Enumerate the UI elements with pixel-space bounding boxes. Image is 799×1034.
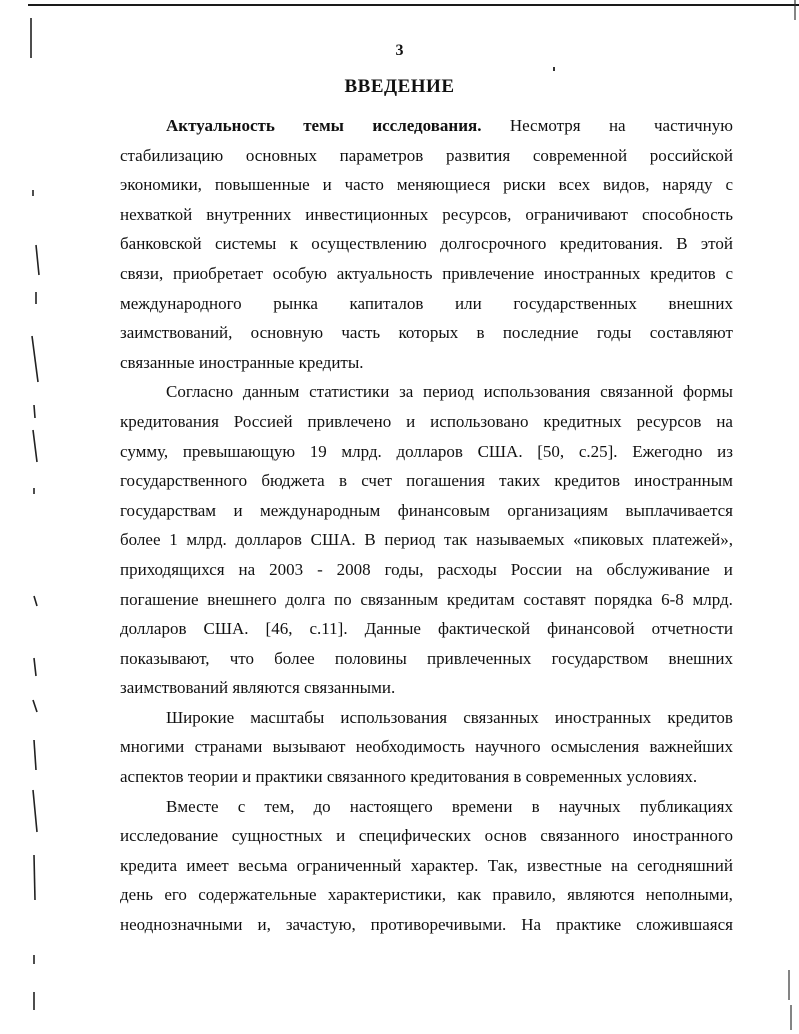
word: использования — [340, 707, 448, 727]
word: с.11]. — [309, 619, 348, 639]
word: - — [317, 559, 323, 579]
text-line — [120, 377, 733, 407]
word: внешних — [668, 648, 733, 668]
word: до — [313, 796, 331, 816]
word: вызывают — [272, 737, 346, 757]
word: с.25]. — [578, 441, 618, 461]
word: правило, — [492, 885, 556, 905]
word: основ — [484, 826, 527, 846]
word: и, — [257, 915, 271, 935]
word: публикациях — [639, 796, 733, 816]
word: настоящего — [349, 796, 433, 816]
word: являются — [567, 885, 635, 905]
word: за — [399, 382, 414, 402]
word: долгосрочного — [440, 234, 547, 254]
word: млрд. — [341, 441, 382, 461]
word: имеет — [186, 855, 229, 875]
word: тем, — [264, 796, 295, 816]
word: кредитования. — [559, 234, 663, 254]
scan-speck — [553, 67, 555, 71]
word: научного — [475, 737, 541, 757]
bold-lead-word: Актуальность — [166, 116, 275, 135]
word: 1 — [169, 530, 178, 550]
text-line — [120, 555, 733, 585]
word: частичную — [653, 116, 733, 135]
word: иностранного — [632, 826, 733, 846]
word: США. — [203, 619, 249, 639]
word: долларов — [235, 530, 302, 550]
word: неоднозначными — [120, 915, 243, 935]
word: [46, — [265, 619, 293, 639]
word: На — [521, 915, 542, 935]
word: приобретает — [172, 263, 264, 283]
word: ресурсов — [636, 411, 702, 431]
text-line — [120, 732, 733, 762]
text-line — [120, 466, 733, 496]
text-line — [120, 437, 733, 467]
word: особую — [272, 263, 327, 283]
word: заимствований, — [120, 323, 233, 343]
word: составят — [523, 589, 586, 609]
text-line: заимствований являются связанными. — [120, 678, 396, 698]
word: Россией — [233, 411, 293, 431]
word: млрд. — [692, 589, 733, 609]
word: 6-8 — [661, 589, 684, 609]
word: кредитов — [667, 707, 733, 727]
word: внутренних — [206, 204, 292, 224]
word: долларов — [396, 441, 463, 461]
word: или — [455, 293, 482, 313]
word: связанных — [463, 707, 539, 727]
word: организациям — [507, 500, 609, 520]
word: кредитам — [446, 589, 515, 609]
word: всех — [558, 175, 591, 195]
bold-lead-word: темы — [303, 116, 344, 135]
word: фактической — [437, 619, 531, 639]
word: государством — [551, 648, 649, 668]
word: известные — [527, 855, 602, 875]
word: данным — [242, 382, 300, 402]
word: часто — [344, 175, 384, 195]
word: Несмотря — [509, 116, 581, 135]
word: привлеченных — [427, 648, 532, 668]
word: государствам — [120, 500, 216, 520]
word: ресурсов, — [442, 204, 512, 224]
word: Ежегодно — [632, 441, 703, 461]
word: времени — [451, 796, 513, 816]
text-line: связанные иностранные кредиты. — [120, 352, 364, 372]
word: на — [238, 559, 256, 579]
word: 2003 — [269, 559, 304, 579]
word: по — [334, 589, 352, 609]
text-line — [120, 851, 733, 881]
word: России — [510, 559, 562, 579]
word: экономики, — [120, 175, 202, 195]
word: показывают, — [120, 648, 210, 668]
word: составляют — [649, 323, 733, 343]
word: и — [233, 500, 243, 520]
word: которых — [398, 323, 459, 343]
text-line — [120, 318, 733, 348]
text-line — [120, 703, 733, 733]
word: необходимость — [355, 737, 465, 757]
word: формы — [683, 382, 733, 402]
word: Данные — [364, 619, 421, 639]
word: обслуживание — [606, 559, 710, 579]
document-body — [120, 111, 733, 940]
word: связанным — [360, 589, 439, 609]
word: млрд. — [186, 530, 227, 550]
word: превышающую — [182, 441, 296, 461]
word: и — [336, 826, 346, 846]
word: приходящихся — [120, 559, 225, 579]
word: сегодняшний — [637, 855, 733, 875]
word: привлечено — [307, 411, 392, 431]
text-line — [120, 792, 733, 822]
word: платежей», — [652, 530, 733, 550]
paragraph-scale — [120, 703, 733, 792]
word: на — [611, 855, 628, 875]
word: основных — [245, 145, 317, 165]
word: российской — [649, 145, 733, 165]
word: международного — [120, 293, 242, 313]
word: неполными, — [645, 885, 733, 905]
word: отчетности — [651, 619, 733, 639]
word: выплачивается — [625, 500, 733, 520]
word: «пиковых — [573, 530, 644, 550]
word: бюджета — [261, 471, 325, 491]
word: в — [338, 471, 347, 491]
text-line — [120, 525, 733, 555]
word: период — [423, 382, 474, 402]
word: содержательные — [198, 885, 317, 905]
word: актуальность — [336, 263, 433, 283]
word: наряду — [662, 175, 713, 195]
word: развития — [445, 145, 511, 165]
word: капиталов — [349, 293, 424, 313]
text-line — [120, 614, 733, 644]
word: годы — [596, 323, 632, 343]
word: половины — [334, 648, 407, 668]
word: зачастую, — [285, 915, 356, 935]
text-line — [120, 496, 733, 526]
scan-right-margin-marks — [769, 0, 799, 1034]
word: инвестиционных — [305, 204, 429, 224]
word: [50, — [537, 441, 565, 461]
word: в — [476, 323, 485, 343]
word: параметров — [339, 145, 424, 165]
word: с — [725, 263, 733, 283]
word: практике — [556, 915, 622, 935]
word: исследование — [120, 826, 219, 846]
word: Вместе — [166, 796, 219, 816]
word: США. — [310, 530, 356, 550]
word: иностранных — [543, 263, 641, 283]
word: на — [608, 116, 626, 135]
text-line — [120, 910, 733, 940]
word: В — [364, 530, 376, 550]
word: Широкие — [166, 707, 235, 727]
word: к — [289, 234, 298, 254]
word: его — [164, 885, 187, 905]
text-line — [120, 407, 733, 437]
word: порядка — [594, 589, 653, 609]
word: из — [717, 441, 733, 461]
word: годы, — [384, 559, 424, 579]
word: 2008 — [336, 559, 371, 579]
word: использовано — [430, 411, 529, 431]
word: характеристики, — [327, 885, 446, 905]
word: банковской — [120, 234, 202, 254]
word: противоречивыми. — [370, 915, 507, 935]
word: государственных — [513, 293, 637, 313]
word: научных — [558, 796, 621, 816]
word: с — [237, 796, 246, 816]
word: использования — [483, 382, 591, 402]
word: важнейших — [649, 737, 733, 757]
word: меняющиеся — [396, 175, 491, 195]
word: привлечение — [442, 263, 535, 283]
word: часть — [341, 323, 381, 343]
word: 19 — [309, 441, 327, 461]
word: ограниченный — [296, 855, 402, 875]
word: более — [274, 648, 315, 668]
text-line — [120, 289, 733, 319]
word: повышенные — [214, 175, 310, 195]
word: осмысления — [550, 737, 640, 757]
scan-left-margin-marks — [0, 0, 60, 1034]
word: стабилизацию — [120, 145, 224, 165]
word: рынка — [273, 293, 318, 313]
word: с — [725, 175, 733, 195]
word: сложившаяся — [636, 915, 733, 935]
text-line: аспектов теории и практики связанного кредитования в современных условиях. — [120, 767, 698, 787]
word: весьма — [238, 855, 288, 875]
word: способность — [641, 204, 733, 224]
word: кредитования — [120, 411, 219, 431]
word: специфических — [358, 826, 472, 846]
word: финансовой — [547, 619, 635, 639]
word: день — [120, 885, 154, 905]
word: сумму, — [120, 441, 169, 461]
word: кредитных — [543, 411, 622, 431]
word: системы — [215, 234, 277, 254]
word: Так, — [487, 855, 518, 875]
text-line — [120, 111, 733, 141]
word: и — [406, 411, 416, 431]
word: связанной — [600, 382, 674, 402]
word: более — [120, 530, 161, 550]
word: погашение — [120, 589, 199, 609]
word: как — [457, 885, 482, 905]
text-line — [120, 200, 733, 230]
word: кредитов — [650, 263, 716, 283]
word: иностранных — [554, 707, 652, 727]
text-line — [120, 821, 733, 851]
word: таких — [499, 471, 541, 491]
word: так — [443, 530, 468, 550]
word: называемых — [476, 530, 565, 550]
word: странами — [194, 737, 263, 757]
word: статистики — [309, 382, 390, 402]
text-line — [120, 229, 733, 259]
word: погашения — [406, 471, 485, 491]
word: что — [229, 648, 254, 668]
text-line — [120, 259, 733, 289]
page-title: ВВЕДЕНИЕ — [344, 76, 455, 97]
page-number: 3 — [395, 42, 404, 59]
word: и — [322, 175, 332, 195]
word: внешних — [668, 293, 733, 313]
word: финансовым — [397, 500, 490, 520]
word: риски — [503, 175, 546, 195]
word: масштабы — [250, 707, 325, 727]
text-line — [120, 880, 733, 910]
paragraph-relevance — [120, 111, 733, 377]
word: сущностных — [231, 826, 323, 846]
paragraph-research-gap — [120, 792, 733, 940]
word: осуществлению — [311, 234, 427, 254]
word: Согласно — [166, 382, 234, 402]
word: счет — [361, 471, 392, 491]
word: на — [575, 559, 593, 579]
word: современной — [532, 145, 628, 165]
word: ограничивают — [525, 204, 628, 224]
word: на — [716, 411, 733, 431]
word: государственного — [120, 471, 248, 491]
word: основную — [250, 323, 324, 343]
word: иностранным — [634, 471, 733, 491]
text-line — [120, 141, 733, 171]
word: видов, — [602, 175, 650, 195]
scan-top-border — [28, 4, 799, 6]
word: США. — [477, 441, 523, 461]
paragraph-statistics — [120, 377, 733, 703]
word: В — [676, 234, 688, 254]
word: международным — [260, 500, 381, 520]
word: кредитов — [554, 471, 620, 491]
word: последние — [502, 323, 579, 343]
word: связанного — [540, 826, 620, 846]
word: связи, — [120, 263, 164, 283]
text-line — [120, 170, 733, 200]
text-line — [120, 585, 733, 615]
word: нехваткой — [120, 204, 193, 224]
word: в — [531, 796, 540, 816]
word: этой — [700, 234, 733, 254]
word: внешнего — [207, 589, 277, 609]
word: период — [384, 530, 436, 550]
word: долга — [285, 589, 326, 609]
word: долларов — [120, 619, 187, 639]
word: и — [723, 559, 733, 579]
word: расходы — [437, 559, 497, 579]
word: многими — [120, 737, 185, 757]
word: кредита — [120, 855, 178, 875]
text-line — [120, 644, 733, 674]
bold-lead-word: исследования. — [372, 116, 482, 135]
word: характер. — [410, 855, 479, 875]
